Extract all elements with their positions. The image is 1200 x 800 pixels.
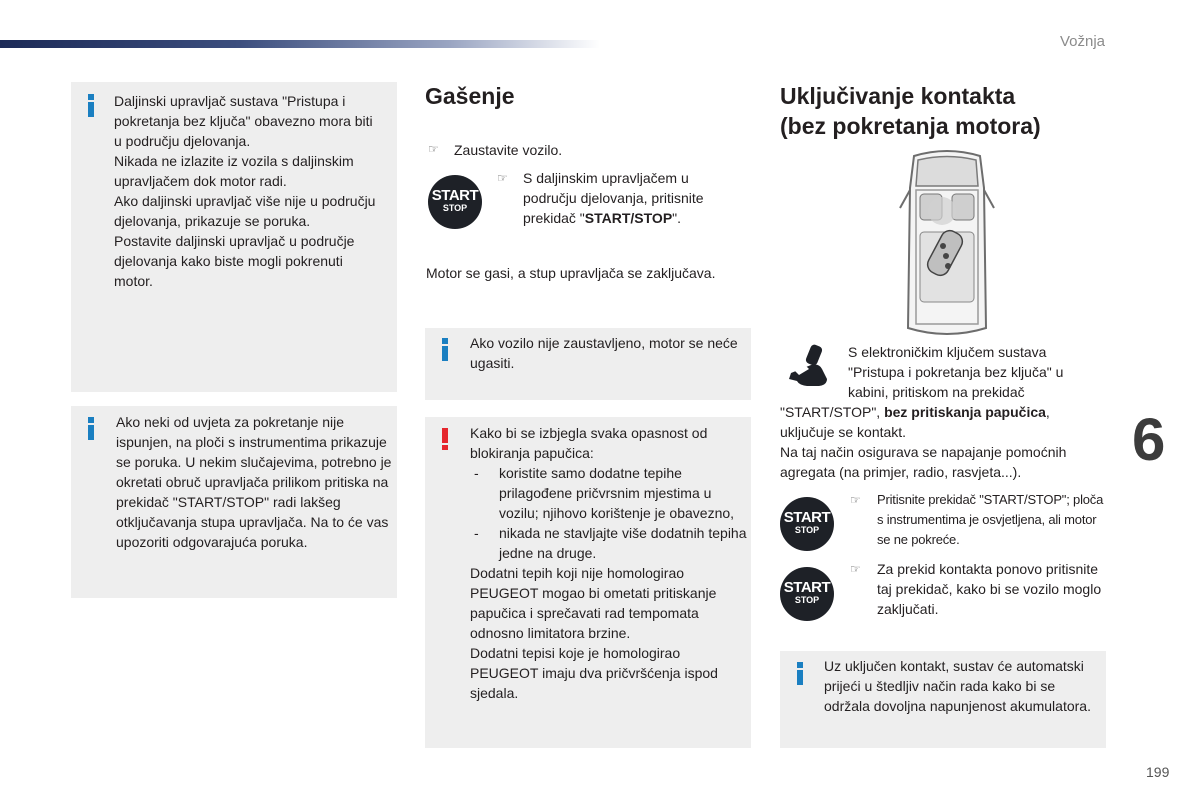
step-press-ignition: Pritisnite prekidač "START/STOP"; ploča s instrumentima je osvjetljena, ali motor se ne pokreće.	[877, 492, 1104, 547]
step-turn-off-ignition: Za prekid kontakta ponovo pritisnite taj prekidač, kako bi se vozilo moglo zaključati.	[877, 561, 1102, 617]
start-stop-icon: START STOP	[780, 567, 834, 621]
warning-text: Kako bi se izbjegla svaka opasnost od blokiranja papučica: - koristite samo dodatne tepihe prilagođene pričvrsnim mjestima u vozilu; njihovo korištenje je obavezno, - nikada ne stavljajte više dodatnih tepiha jedne na druge. Dodatni tepih koji nije homologirao PEUGEOT mogao bi ometati pritiskanje papučica i sprečavati rad tempomata odnosno limitatora brzine. Dodatni tepisi koje je homologirao PEUGEOT imaju dva pričvršćenja ispod sjedala.	[470, 425, 747, 701]
step-marker: ☞	[497, 171, 508, 185]
car-top-view-icon	[896, 148, 998, 338]
heading-gasenje: Gašenje	[425, 83, 515, 109]
list-item: - nikada ne stavljajte više dodatnih tepiha jedne na druge.	[474, 525, 747, 561]
list-item: - koristite samo dodatne tepihe prilagođene pričvrsnim mjestima u vozilu; njihovo korištenje je obavezno,	[474, 465, 735, 521]
info-box-not-stopped	[425, 328, 751, 400]
step-marker: ☞	[850, 562, 861, 576]
warning-icon	[442, 428, 448, 450]
step-stop-vehicle: Zaustavite vozilo.	[454, 142, 563, 158]
section-title: Vožnja	[1059, 33, 1105, 50]
step-press-button: S daljinskim upravljačem u području djelovanja, pritisnite prekidač "START/STOP".	[523, 170, 704, 226]
info-text: Daljinski upravljač sustava "Pristupa i pokretanja bez ključa" obavezno mora biti u području djelovanja. Nikada ne izlazite iz vozila s daljinskim upravljačem dok motor radi. Ako daljinski upravljač više nije u području djelovanja, prikazuje se poruka. Postavite daljinski upravljač u područje djelovanja kako biste mogli pokrenuti motor.	[114, 93, 376, 289]
info-box-eco-mode	[780, 651, 1106, 748]
info-icon	[797, 662, 803, 685]
info-icon	[88, 94, 94, 117]
step-marker: ☞	[850, 493, 861, 507]
ignition-text: S elektroničkim ključem sustava "Pristupa i pokretanja bez ključa" u kabini, pritiskom na prekidač "START/STOP", bez pritiskanja papučica, uključuje se kontakt. Na taj način osigurava se napajanje pomoćnih agregata (na primjer, radio, rasvjeta...).	[780, 344, 1067, 480]
step-marker: ☞	[428, 142, 439, 156]
info-icon	[442, 338, 448, 361]
info-text: Ako neki od uvjeta za pokretanje nije ispunjen, na ploči s instrumentima prikazuje se poruka. U nekim slučajevima, potrebno je okretati obruč upravljača prilikom pritiska na prekidač "START/STOP" radi lakšeg otključavanja stupa upravljača. Na to će vas upozoriti odgovarajuća poruka.	[116, 414, 392, 550]
info-text: Ako vozilo nije zaustavljeno, motor se neće ugasiti.	[470, 335, 738, 371]
heading-ignition: Uključivanje kontakta (bez pokretanja motora)	[780, 83, 1041, 139]
start-stop-icon: START STOP	[428, 175, 482, 229]
warning-box-mats	[425, 417, 751, 748]
start-stop-icon: START STOP	[780, 497, 834, 551]
header-bar	[0, 40, 600, 48]
info-text: Uz uključen kontakt, sustav će automatski prijeći u štedljiv način rada kako bi se održala dovoljna napunjenost akumulatora.	[824, 658, 1091, 714]
warning-list	[470, 463, 748, 563]
page-number: 199	[1146, 764, 1170, 780]
chapter-number: 6	[1132, 406, 1166, 473]
info-box-start-conditions	[71, 406, 397, 598]
info-icon	[88, 417, 94, 440]
result-text: Motor se gasi, a stup upravljača se zaključava.	[426, 265, 716, 281]
info-box-remote	[71, 82, 397, 392]
